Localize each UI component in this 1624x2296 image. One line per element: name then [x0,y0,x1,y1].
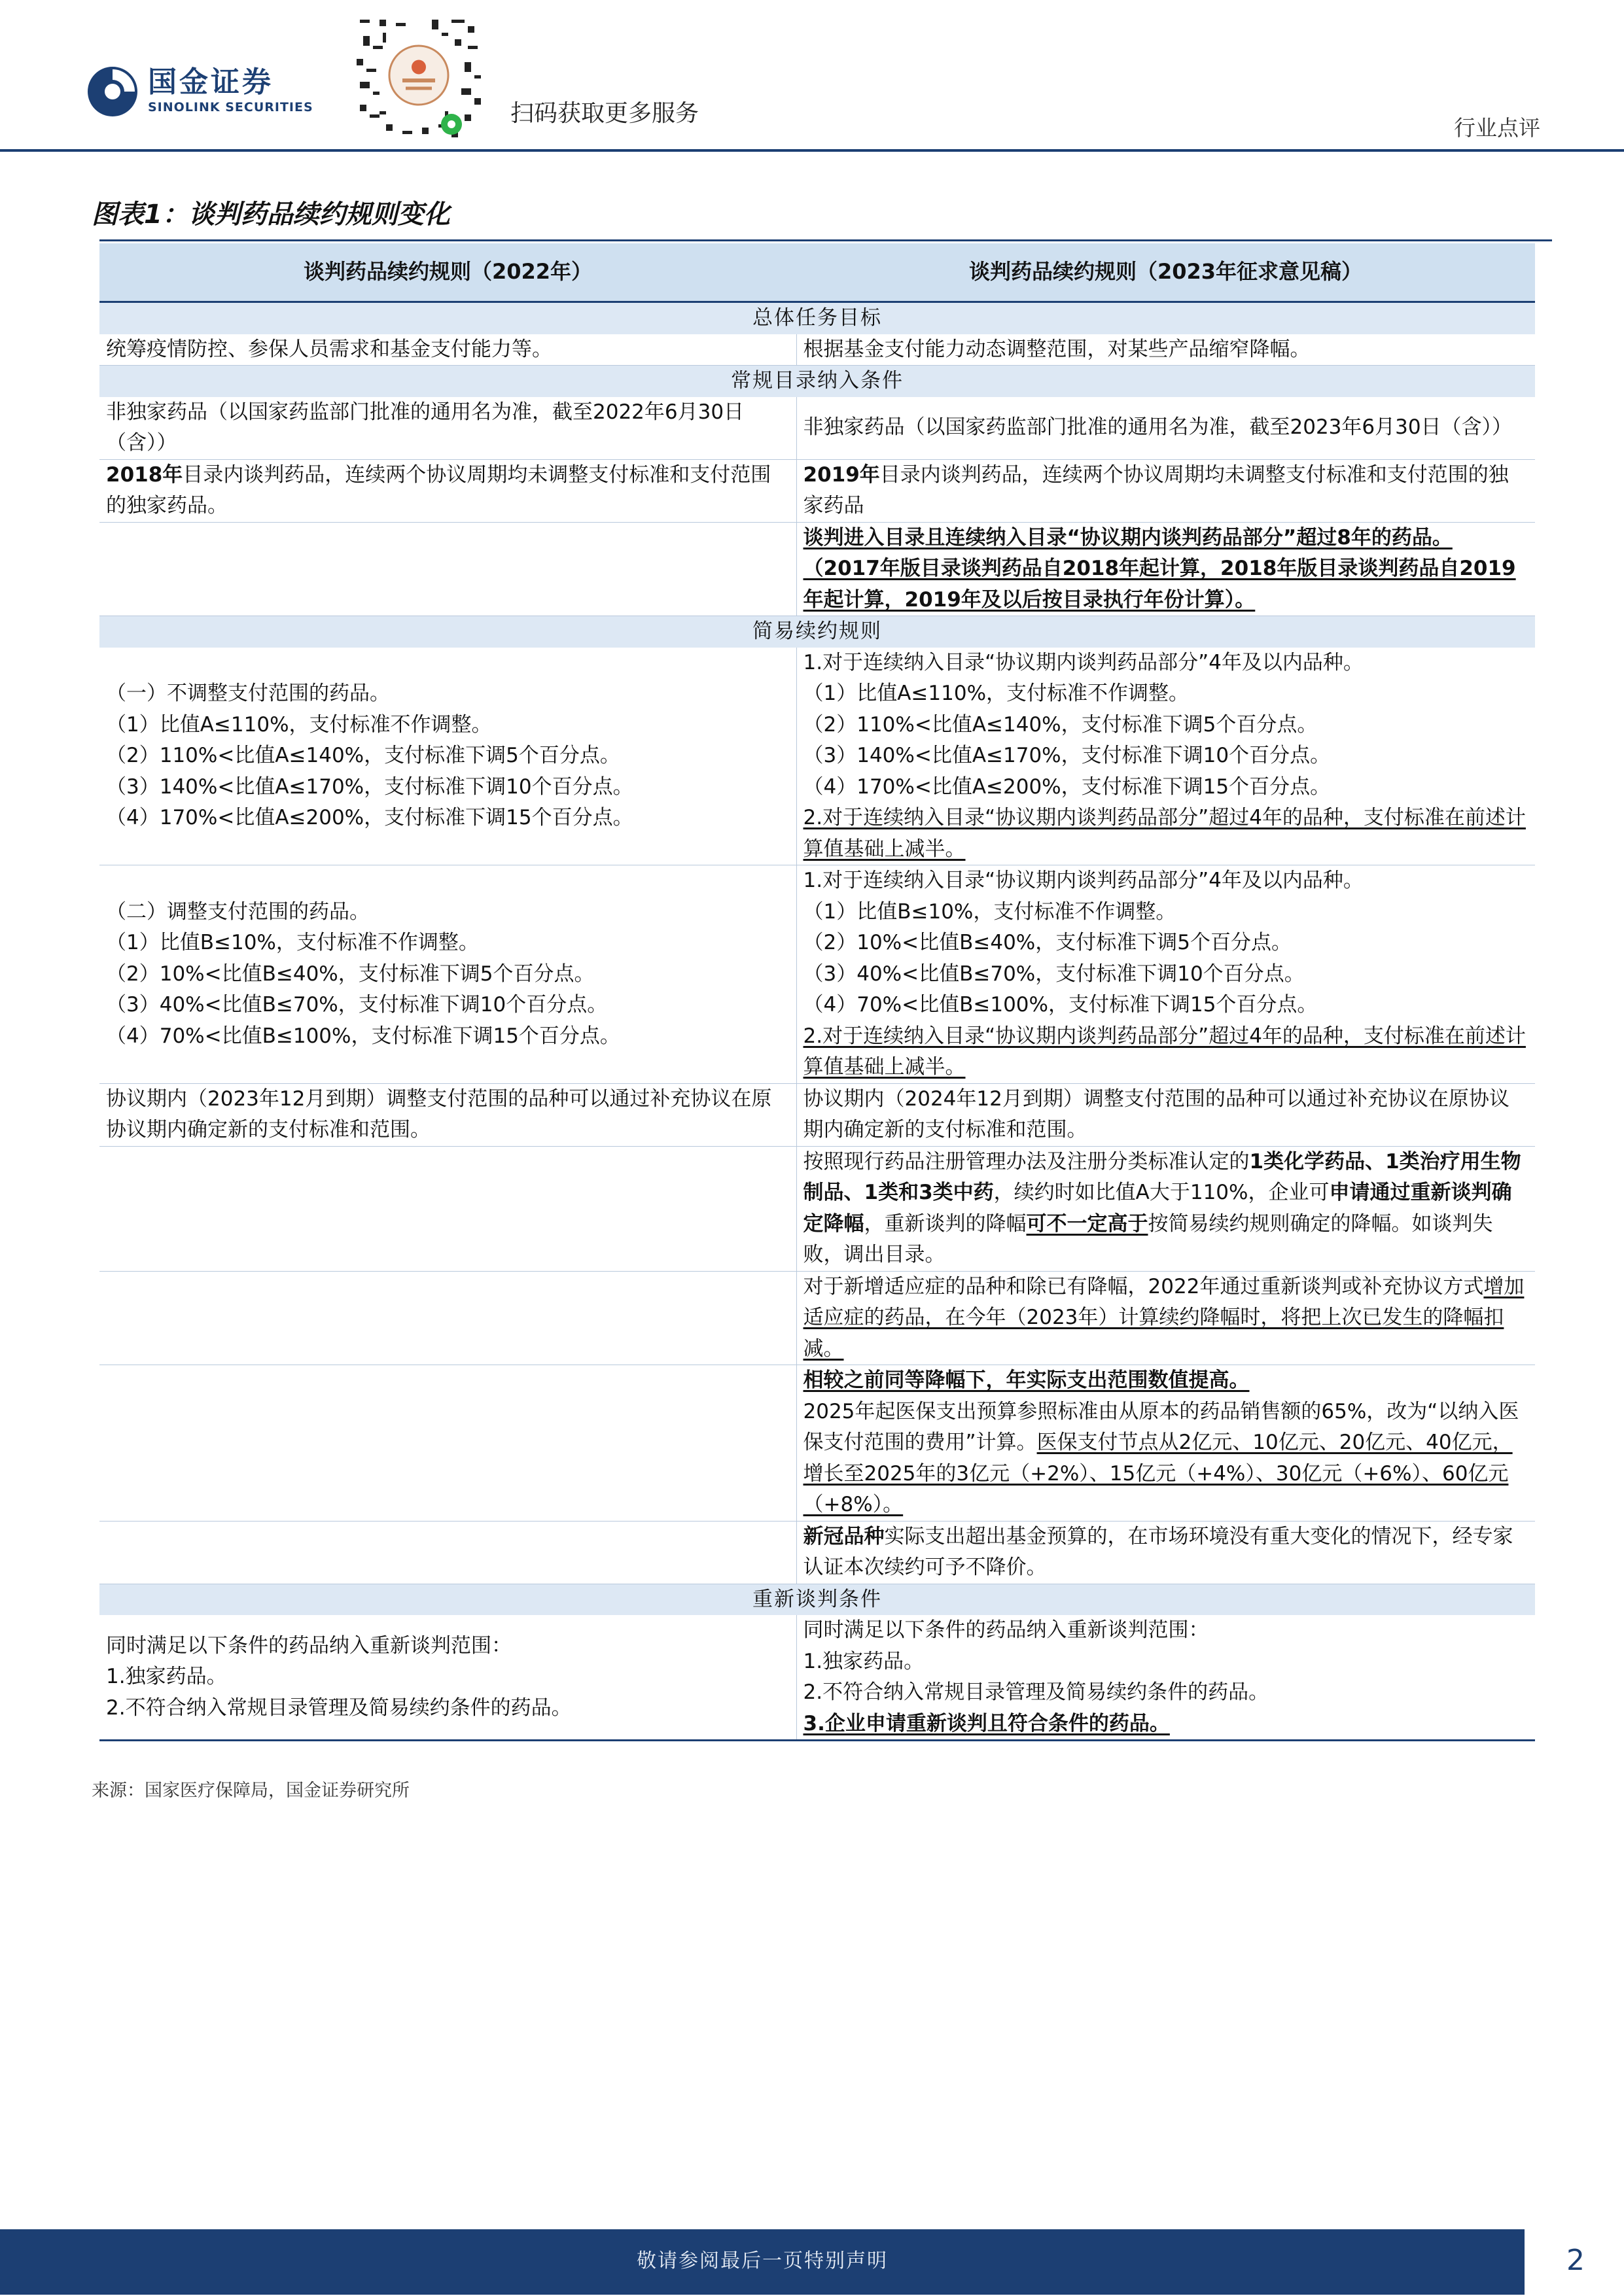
emphasis-text: 申请通过重新谈判确定降幅 [803,1181,1512,1236]
cell-2023: 协议期内（2024年12月到期）调整支付范围的品种可以通过补充协议在原协议期内确定新的支付标准和范围。 [796,1083,1535,1146]
cell-text: 2025年起医保支出预算参照标准由从原本的药品销售额的65%，改为“以纳入医保支付范围的费用”计算。 [803,1399,1519,1454]
list-item: 2.对于连续纳入目录“协议期内谈判药品部分”超过4年的品种，支付标准在前述计算值基础上减半。 [803,806,1526,861]
underlined-text: 医保支付节点从2亿元、10亿元、20亿元、40亿元，增长至2025年的3亿元（+2%）、15亿元（+4%）、30亿元（+6%）、60亿元（+8%）。 [803,1431,1513,1516]
cell-2022-empty [99,1521,796,1584]
table-row [99,522,1535,616]
cell-text: 实际支出超出基金预算的，在市场环境没有重大变化的情况下，经专家认证本次续约可予不降价。 [803,1524,1513,1579]
cell-2023 [796,865,1535,1084]
section-label: 常规目录纳入条件 [99,366,1535,397]
section-row-regular [99,366,1535,397]
list-item: （二）调整支付范围的药品。 [106,899,370,924]
cell-2023: 根据基金支付能力动态调整范围，对某些产品缩窄降幅。 [796,334,1535,366]
emphasis-text: 2019年 [803,462,880,487]
source-note: 来源：国家医疗保障局，国金证券研究所 [92,1781,410,1801]
logo-chinese-name: 国金证券 [148,65,274,99]
list-item: 1.独家药品。 [803,1649,925,1673]
list-item: 1.独家药品。 [106,1665,227,1689]
cell-text: ，重新谈判的降幅 [864,1211,1027,1236]
qr-caption: 扫码获取更多服务 [510,100,699,127]
table-row [99,865,1535,1084]
list-item: （1）比值A≤110%，支付标准不作调整。 [803,682,1190,705]
table-row [99,1365,1535,1522]
table-row [99,1615,1535,1741]
cell-text: 目录内谈判药品，连续两个协议周期均未调整支付标准和支付范围的独家药品。 [106,462,771,517]
list-item: （2）10%<比值B≤40%，支付标准下调5个百分点。 [106,962,595,986]
table-row [99,1271,1535,1365]
cell-2023 [796,1271,1535,1365]
cell-2022 [99,1615,796,1741]
list-item: （2）110%<比值A≤140%，支付标准下调5个百分点。 [803,712,1318,737]
list-item: （1）比值A≤110%，支付标准不作调整。 [106,712,492,737]
cell-2023 [796,522,1535,616]
list-item: （4）170%<比值A≤200%，支付标准下调15个百分点。 [803,774,1331,799]
cell-2022 [99,648,796,865]
section-label: 总体任务目标 [99,302,1535,334]
section-row-simple [99,616,1535,648]
table-row [99,648,1535,865]
section-row-renegotiation [99,1584,1535,1615]
list-item: 2.不符合纳入常规目录管理及简易续约条件的药品。 [803,1680,1269,1704]
list-item: （1）比值B≤10%，支付标准不作调整。 [106,931,479,954]
table-row [99,397,1535,460]
list-item: （4）70%<比值B≤100%，支付标准下调15个百分点。 [106,1024,620,1048]
list-item: 同时满足以下条件的药品纳入重新谈判范围： [803,1618,1209,1642]
table-header-row [99,243,1535,302]
list-item: （1）比值B≤10%，支付标准不作调整。 [803,899,1176,924]
cell-2022-empty [99,522,796,616]
section-label: 简易续约规则 [99,616,1535,648]
emphasis-text: 1类化学药品、1类治疗用生物制品、1类和3类中药 [803,1149,1521,1204]
emphasis-text: 可不一定高于 [1026,1211,1148,1236]
column-header-2022: 谈判药品续约规则（2022年） [99,243,796,302]
cell-2022: 非独家药品（以国家药监部门批准的通用名为准，截至2022年6月30日（含）） [99,397,796,460]
table-row [99,334,1535,366]
cell-text: 按照现行药品注册管理办法及注册分类标准认定的 [803,1149,1250,1174]
list-item: （3）40%<比值B≤70%，支付标准下调10个百分点。 [803,962,1305,986]
section-row-overall [99,302,1535,334]
qr-code-icon[interactable] [353,13,484,144]
table-row [99,1146,1535,1271]
cell-2023 [796,1521,1535,1584]
list-item: （4）70%<比值B≤100%，支付标准下调15个百分点。 [803,993,1318,1017]
page-number: 2 [1566,2244,1585,2277]
cell-2022-empty [99,1271,796,1365]
column-header-2023: 谈判药品续约规则（2023年征求意见稿） [796,243,1535,302]
list-item: 2.不符合纳入常规目录管理及简易续约条件的药品。 [106,1696,572,1720]
cell-2023 [796,1365,1535,1522]
list-item: 2.对于连续纳入目录“协议期内谈判药品部分”超过4年的品种，支付标准在前述计算值基础上减半。 [803,1024,1526,1079]
list-item: （一）不调整支付范围的药品。 [106,682,390,705]
section-label: 重新谈判条件 [99,1584,1535,1615]
list-item: 1.对于连续纳入目录“协议期内谈判药品部分”4年及以内品种。 [803,650,1364,674]
cell-2022 [99,459,796,522]
cell-2023 [796,459,1535,522]
figure-title: 图表1：谈判药品续约规则变化 [92,200,450,230]
cell-text: 对于新增适应症的品种和除已有降幅，2022年通过重新谈判或补充协议方式 [803,1274,1484,1298]
underlined-text: 增加适应症的药品，在今年（2023年）计算续约降幅时，将把上次已发生的降幅扣减。 [803,1274,1525,1361]
logo-english-name: SINOLINK SECURITIES [148,100,313,114]
table-row [99,459,1535,522]
list-item: 1.对于连续纳入目录“协议期内谈判药品部分”4年及以内品种。 [803,869,1364,892]
report-type-label: 行业点评 [1454,115,1540,141]
list-item: （2）110%<比值A≤140%，支付标准下调5个百分点。 [106,744,620,767]
renewal-rules-table [99,243,1535,1741]
list-item: （2）10%<比值B≤40%，支付标准下调5个百分点。 [803,931,1292,954]
cell-2022-empty [99,1365,796,1522]
emphasis-text: （2017年版目录谈判药品自2018年起计算，2018年版目录谈判药品自2019年起计算，2019年及以后按目录执行年份计算）。 [803,557,1516,612]
list-item: （3）140%<比值A≤170%，支付标准下调10个百分点。 [106,774,633,799]
table-row [99,1083,1535,1146]
cell-2023 [796,648,1535,865]
title-divider [99,239,1552,241]
list-item: 3.企业申请重新谈判且符合条件的药品。 [803,1711,1170,1735]
cell-2023: 非独家药品（以国家药监部门批准的通用名为准，截至2023年6月30日（含）） [796,397,1535,460]
emphasis-text: 2018年 [106,462,183,487]
cell-text: 按简易续约规则确定的降幅。如谈判失败，调出目录。 [803,1211,1493,1266]
cell-2023 [796,1146,1535,1271]
cell-2022: 统筹疫情防控、参保人员需求和基金支付能力等。 [99,334,796,366]
table-row [99,1521,1535,1584]
header-divider [0,149,1624,152]
sinolink-logo-icon [86,65,139,118]
emphasis-text: 谈判进入目录且连续纳入目录“协议期内谈判药品部分”超过8年的药品。 [803,525,1453,549]
list-item: 同时满足以下条件的药品纳入重新谈判范围： [106,1633,512,1658]
emphasis-text: 相较之前同等降幅下，年实际支出范围数值提高。 [803,1368,1250,1392]
list-item: （4）170%<比值A≤200%，支付标准下调15个百分点。 [106,806,633,829]
cell-2022: 协议期内（2023年12月到期）调整支付范围的品种可以通过补充协议在原协议期内确定新的支付标准和范围。 [99,1083,796,1146]
cell-2023 [796,1615,1535,1741]
list-item: （3）40%<比值B≤70%，支付标准下调10个百分点。 [106,993,608,1017]
emphasis-text: 新冠品种 [803,1524,885,1548]
cell-text: 目录内谈判药品，连续两个协议周期均未调整支付标准和支付范围的独家药品 [803,462,1509,517]
list-item: （3）140%<比值A≤170%，支付标准下调10个百分点。 [803,744,1331,767]
cell-2022-empty [99,1146,796,1271]
cell-2022 [99,865,796,1084]
cell-text: ，续约时如比值A大于110%，企业可 [993,1181,1330,1204]
footer-disclaimer: 敬请参阅最后一页特别声明 [637,2250,888,2272]
